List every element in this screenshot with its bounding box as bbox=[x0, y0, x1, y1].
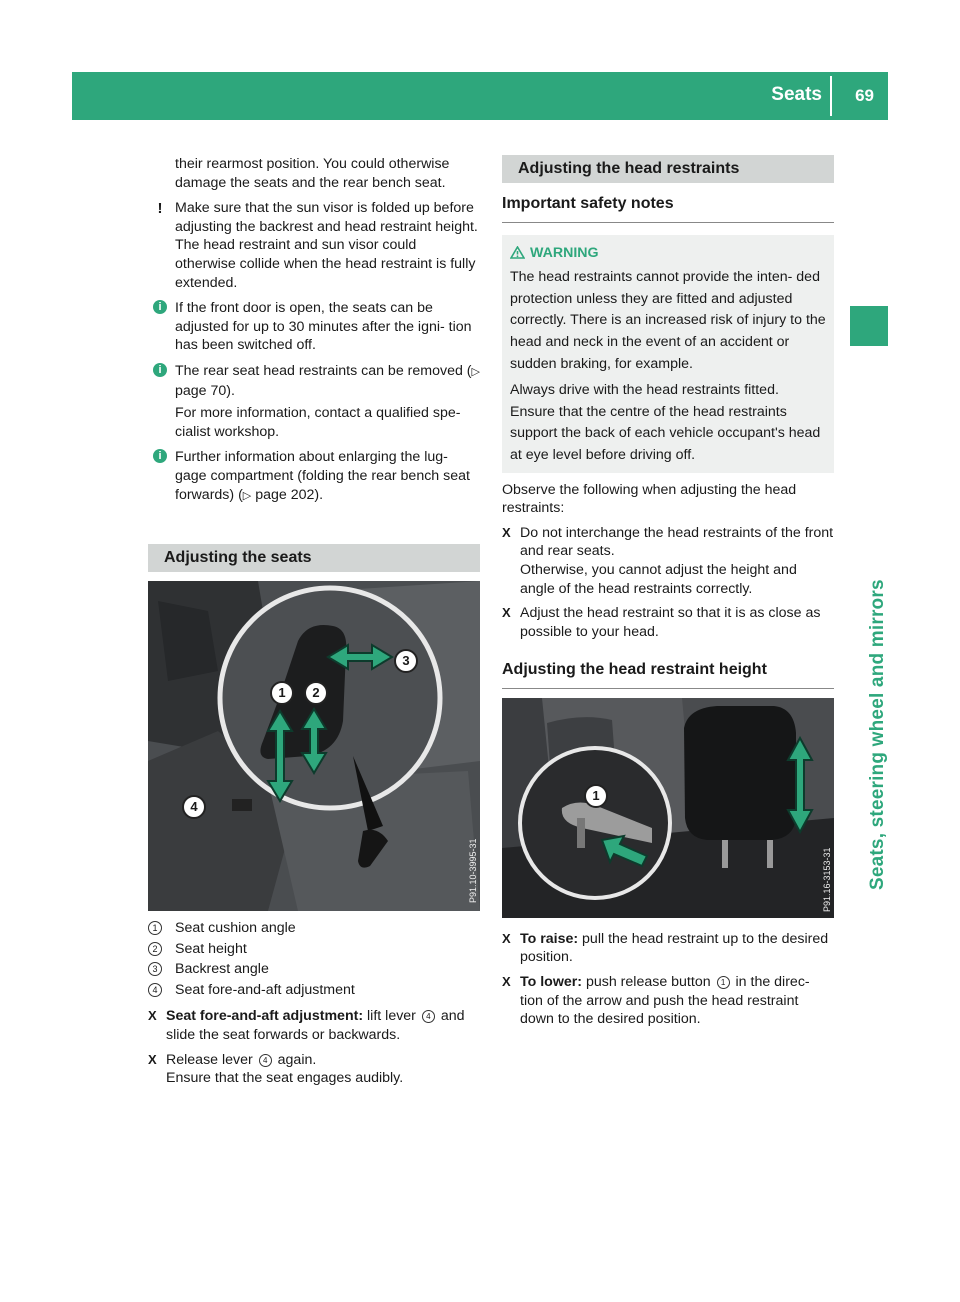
legend-item bbox=[148, 919, 480, 938]
exclamation-icon: ! bbox=[157, 200, 163, 218]
header-title: Seats bbox=[771, 84, 822, 105]
step-label: To raise: bbox=[520, 930, 579, 947]
step-text: and slide the seat forwards or backwards. bbox=[166, 1008, 465, 1044]
legend-text: Backrest angle bbox=[175, 961, 269, 978]
warning-text: Always drive with the head restraints fitted. Ensure that the centre of the head restraints support the back of each vehicle occupant's head at eye level before driving off. bbox=[510, 382, 821, 463]
step-marker-icon: X bbox=[502, 974, 511, 990]
callout-3: 3 bbox=[394, 649, 418, 673]
chapter-title: Seats, steering wheel and mirrors bbox=[867, 579, 888, 890]
caution-text: Make sure that the sun visor is folded up before adjusting the backrest and head restraint height. The head restraint and sun visor could otherwise collide when the head restraint is fully extended. bbox=[175, 200, 478, 291]
step-text: push release button bbox=[585, 974, 711, 991]
page-ref-arrow-icon: ▷ bbox=[471, 365, 480, 378]
step-text: Release lever bbox=[166, 1051, 253, 1068]
bullet-interchange bbox=[502, 524, 834, 598]
step-marker-icon: X bbox=[148, 1051, 157, 1067]
step-fore-aft bbox=[148, 1007, 480, 1044]
legend-text: Seat cushion angle bbox=[175, 920, 296, 937]
legend-number: 3 bbox=[148, 962, 162, 976]
step-marker-icon: X bbox=[502, 930, 511, 946]
legend-number: 1 bbox=[148, 921, 162, 935]
page-ref-arrow-icon: ▷ bbox=[242, 489, 252, 502]
step-marker-icon: X bbox=[148, 1008, 157, 1024]
section-title-head-restraints: Adjusting the head restraints bbox=[502, 155, 834, 183]
step-label: To lower: bbox=[520, 974, 583, 991]
step-lower bbox=[502, 973, 834, 1029]
legend-number: 4 bbox=[148, 983, 162, 997]
head-restraint-illustration bbox=[502, 698, 834, 918]
legend-list bbox=[148, 919, 480, 999]
intro-text: their rearmost position. You could otherwise damage the seats and the rear bench seat. bbox=[175, 156, 450, 191]
inline-callout: 1 bbox=[717, 976, 730, 989]
subheading-safety-notes: Important safety notes bbox=[502, 195, 834, 223]
header-divider bbox=[830, 76, 832, 116]
step-text: pull the head restraint up to the desired position. bbox=[520, 930, 829, 966]
callout-4: 4 bbox=[182, 795, 206, 819]
legend-item bbox=[148, 940, 480, 959]
step-text: again. bbox=[277, 1051, 317, 1068]
info-note-door bbox=[148, 299, 480, 355]
bullet-adjust-close bbox=[502, 604, 834, 641]
callout-1: 1 bbox=[270, 681, 294, 705]
right-column bbox=[502, 155, 834, 1029]
callout-1: 1 bbox=[584, 784, 608, 808]
info-icon: i bbox=[153, 300, 167, 314]
info-icon: i bbox=[153, 363, 167, 377]
chapter-marker bbox=[850, 306, 888, 346]
legend-text: Seat fore-and-aft adjustment bbox=[175, 981, 355, 998]
step-text: in the direc- tion of the arrow and push the head restraint down to the desired position. bbox=[520, 974, 810, 1028]
section-title-seats: Adjusting the seats bbox=[148, 544, 480, 572]
step-text: Do not interchange the head restraints of the front and rear seats. bbox=[520, 524, 834, 560]
step-text: Ensure that the seat engages audibly. bbox=[166, 1070, 404, 1087]
page-ref-link[interactable]: page 202). bbox=[255, 486, 324, 503]
info-text-luggage: Further information about enlarging the lug- gage compartment (folding the rear bench seat forwards) ( bbox=[175, 449, 470, 503]
inline-callout: 4 bbox=[259, 1054, 272, 1067]
warning-text: The head restraints cannot provide the inten- ded protection unless they are fitted and adjusted correctly. There is an increased risk of injury to the head and neck in the event of an accident or sudden braking, for example. bbox=[510, 269, 826, 372]
warning-heading bbox=[530, 243, 826, 265]
info-text-door: If the front door is open, the seats can be adjusted for up to 30 minutes after the igni- tion has been switched off. bbox=[175, 300, 472, 354]
caution-note bbox=[148, 199, 480, 292]
legend-text: Seat height bbox=[175, 940, 247, 957]
step-marker-icon: X bbox=[502, 524, 511, 540]
info-note-luggage bbox=[148, 448, 480, 505]
inline-callout: 4 bbox=[422, 1010, 435, 1023]
chapter-side-tab bbox=[850, 156, 888, 900]
observe-text: Observe the following when adjusting the head restraints: bbox=[502, 481, 797, 517]
info-note-rear-restraints bbox=[148, 362, 480, 441]
legend-number: 2 bbox=[148, 942, 162, 956]
warning-triangle-icon bbox=[510, 246, 525, 259]
info-text-rear-c: For more information, contact a qualified spe- cialist workshop. bbox=[175, 405, 461, 440]
image-code: P91.16-3153-31 bbox=[822, 847, 832, 912]
info-text-rear-a: The rear seat head restraints can be removed ( bbox=[175, 362, 472, 379]
step-label: Seat fore-and-aft adjustment: bbox=[166, 1008, 364, 1025]
subheading-restraint-height: Adjusting the head restraint height bbox=[502, 661, 834, 689]
seat-adjustment-illustration bbox=[148, 581, 480, 911]
head-restraint-graphic bbox=[502, 698, 834, 918]
callout-2: 2 bbox=[304, 681, 328, 705]
page-header bbox=[72, 72, 888, 120]
step-release bbox=[148, 1051, 480, 1088]
step-text: lift lever bbox=[367, 1008, 416, 1025]
image-code: P91.10-3995-31 bbox=[468, 838, 478, 904]
legend-item bbox=[148, 981, 480, 1000]
step-raise bbox=[502, 930, 834, 967]
left-column bbox=[148, 155, 480, 1088]
warning-box bbox=[502, 235, 834, 473]
warning-label: WARNING bbox=[530, 244, 599, 261]
legend-item bbox=[148, 960, 480, 979]
step-marker-icon: X bbox=[502, 605, 511, 621]
seat-illustration-graphic bbox=[148, 581, 480, 911]
step-text: Otherwise, you cannot adjust the height and angle of the head restraints correctly. bbox=[520, 561, 797, 597]
page-ref-link[interactable]: page 70). bbox=[175, 382, 235, 399]
step-text: Adjust the head restraint so that it is as close as possible to your head. bbox=[520, 605, 821, 640]
page-number: 69 bbox=[855, 86, 874, 105]
info-icon: i bbox=[153, 449, 167, 463]
